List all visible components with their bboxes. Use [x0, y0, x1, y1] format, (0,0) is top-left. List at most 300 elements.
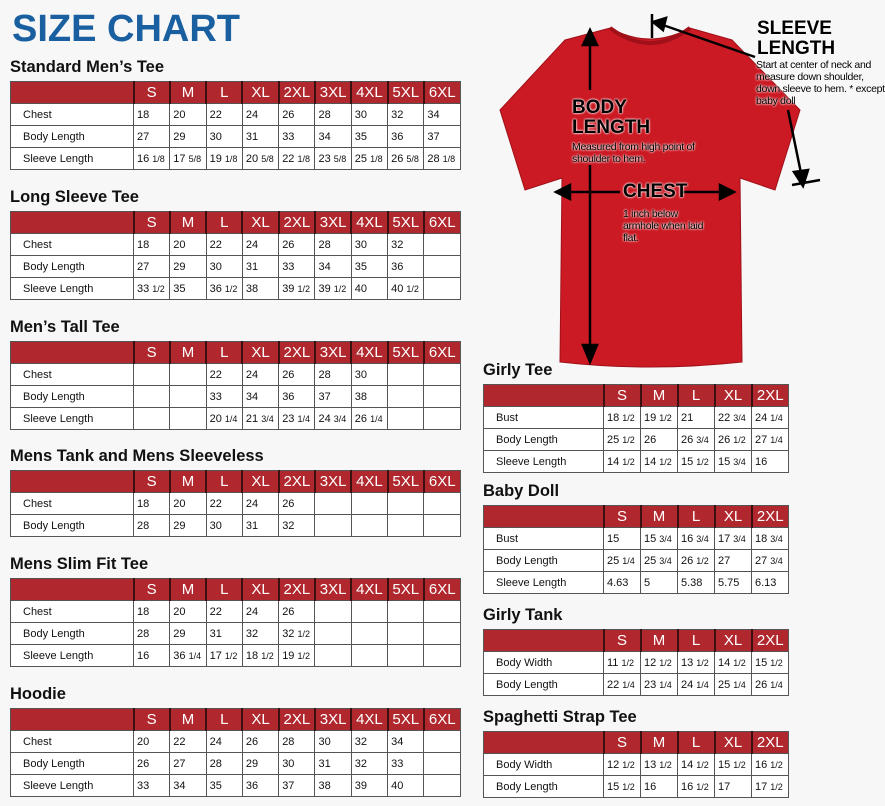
- table-cell: 19 1/2: [641, 407, 678, 429]
- table-row: [484, 674, 789, 696]
- table-cell: [424, 731, 460, 753]
- table-cell: 14 1/2: [678, 754, 715, 776]
- size-header: L: [206, 342, 242, 364]
- fraction: 1/2: [696, 555, 709, 566]
- header-blank: [11, 82, 134, 104]
- table-cell: 26: [279, 104, 315, 126]
- fraction: 1/2: [406, 283, 419, 294]
- table-cell: 30: [351, 234, 387, 256]
- size-header: S: [134, 212, 170, 234]
- table-cell: 24 1/4: [678, 674, 715, 696]
- header-blank: [11, 342, 134, 364]
- table-row: [11, 775, 461, 797]
- table-cell: 5.75: [715, 572, 752, 594]
- table-cell: 12 1/2: [604, 754, 641, 776]
- size-header: 5XL: [388, 709, 424, 731]
- fraction: 1/2: [733, 657, 746, 668]
- fraction: 1/4: [770, 412, 783, 423]
- table-cell: 17 5/8: [170, 148, 206, 170]
- fraction: 1/8: [152, 153, 165, 164]
- size-header: XL: [242, 342, 278, 364]
- table-cell: 25 1/8: [351, 148, 387, 170]
- row-label: Sleeve Length: [11, 408, 134, 430]
- header-row: [11, 579, 461, 601]
- table-cell: 28: [134, 515, 170, 537]
- table-cell: [388, 623, 424, 645]
- table-cell: 19 1/2: [279, 645, 315, 667]
- fraction: 1/8: [297, 153, 310, 164]
- size-header: 3XL: [315, 471, 351, 493]
- table-cell: 22: [206, 234, 242, 256]
- size-header: L: [206, 212, 242, 234]
- table-cell: 26: [279, 234, 315, 256]
- size-table-section: [483, 606, 789, 696]
- header-blank: [484, 506, 604, 528]
- fraction: 1/8: [442, 153, 456, 164]
- header-row: [484, 630, 789, 652]
- table-cell: 18 1/2: [242, 645, 278, 667]
- table-cell: 23 1/4: [641, 674, 678, 696]
- table-cell: 26 3/4: [678, 429, 715, 451]
- table-cell: 13 1/2: [641, 754, 678, 776]
- fraction: 1/4: [659, 679, 672, 690]
- table-cell: 28: [315, 364, 351, 386]
- size-header: 5XL: [388, 342, 424, 364]
- size-header: M: [641, 385, 678, 407]
- header-row: [484, 385, 789, 407]
- table-cell: 36 1/4: [170, 645, 206, 667]
- fraction: 1/2: [770, 781, 783, 792]
- table-cell: 14 1/2: [715, 652, 752, 674]
- size-header: S: [134, 82, 170, 104]
- header-blank: [484, 385, 604, 407]
- table-cell: [424, 515, 460, 537]
- table-cell: 40: [351, 278, 387, 300]
- table-cell: 29: [170, 126, 206, 148]
- table-cell: 22 3/4: [715, 407, 752, 429]
- fraction: 1/4: [696, 679, 709, 690]
- table-cell: 17 1/2: [752, 776, 789, 798]
- fraction: 1/2: [622, 759, 635, 770]
- table-cell: 33: [279, 256, 315, 278]
- table-cell: 25 1/2: [604, 429, 641, 451]
- table-cell: 18: [134, 234, 170, 256]
- table-cell: 36: [388, 126, 424, 148]
- table-cell: [315, 601, 351, 623]
- row-label: Sleeve Length: [484, 451, 604, 473]
- chest-title: CHEST: [623, 181, 688, 202]
- table-cell: 26 1/2: [678, 550, 715, 572]
- size-table: [10, 578, 461, 667]
- size-header: 2XL: [279, 579, 315, 601]
- table-cell: 18: [134, 601, 170, 623]
- table-cell: 34: [388, 731, 424, 753]
- row-label: Bust: [484, 407, 604, 429]
- table-cell: 31: [315, 753, 351, 775]
- size-table-section: [483, 361, 789, 473]
- size-header: S: [604, 506, 641, 528]
- row-label: Chest: [11, 493, 134, 515]
- table-row: [11, 515, 461, 537]
- table-cell: 27: [715, 550, 752, 572]
- table-cell: 4.63: [604, 572, 641, 594]
- size-header: XL: [242, 82, 278, 104]
- table-cell: 20: [170, 104, 206, 126]
- fraction: 1/4: [770, 679, 783, 690]
- table-row: [11, 234, 461, 256]
- table-cell: 23 1/4: [279, 408, 315, 430]
- fraction: 1/2: [770, 657, 783, 668]
- size-header: 2XL: [752, 630, 789, 652]
- table-cell: 24: [242, 493, 278, 515]
- table-cell: [315, 623, 351, 645]
- fraction: 1/2: [696, 657, 709, 668]
- size-header: 2XL: [279, 212, 315, 234]
- fraction: 1/2: [622, 412, 635, 423]
- table-cell: [424, 601, 460, 623]
- row-label: Sleeve Length: [11, 645, 134, 667]
- table-cell: 39: [351, 775, 387, 797]
- fraction: 1/2: [659, 412, 672, 423]
- row-label: Body Length: [484, 429, 604, 451]
- size-header: L: [206, 709, 242, 731]
- table-cell: 34: [315, 126, 351, 148]
- row-label: Chest: [11, 234, 134, 256]
- table-cell: 18 3/4: [752, 528, 789, 550]
- row-label: Sleeve Length: [11, 148, 134, 170]
- table-cell: 35: [206, 775, 242, 797]
- size-header: M: [641, 630, 678, 652]
- table-cell: 23 5/8: [315, 148, 351, 170]
- table-cell: 26 1/2: [715, 429, 752, 451]
- fraction: 5/8: [261, 153, 274, 164]
- table-cell: [170, 408, 206, 430]
- fraction: 1/2: [659, 759, 672, 770]
- size-header: 2XL: [279, 709, 315, 731]
- fraction: 3/4: [261, 413, 274, 424]
- table-cell: 33: [134, 775, 170, 797]
- table-row: [484, 451, 789, 473]
- table-cell: 30: [315, 731, 351, 753]
- table-cell: 34: [170, 775, 206, 797]
- fraction: 1/4: [188, 650, 202, 661]
- fraction: 1/2: [733, 434, 746, 445]
- table-cell: [388, 515, 424, 537]
- fraction: 3/4: [733, 456, 746, 467]
- table-cell: 15 1/2: [752, 652, 789, 674]
- size-header: 4XL: [351, 579, 387, 601]
- row-label: Body Length: [11, 386, 134, 408]
- table-row: [11, 148, 461, 170]
- fraction: 1/8: [370, 153, 383, 164]
- size-header: L: [206, 579, 242, 601]
- table-cell: 30: [206, 256, 242, 278]
- fraction: 1/4: [622, 679, 635, 690]
- fraction: 1/2: [696, 456, 709, 467]
- fraction: 3/4: [733, 533, 746, 544]
- size-header: 2XL: [279, 471, 315, 493]
- size-header: 6XL: [424, 709, 460, 731]
- table-cell: 20 5/8: [242, 148, 278, 170]
- size-header: XL: [715, 732, 752, 754]
- section-title: Long Sleeve Tee: [10, 188, 139, 206]
- table-cell: [170, 364, 206, 386]
- section-title: Girly Tank: [483, 606, 563, 624]
- table-cell: 5.38: [678, 572, 715, 594]
- fraction: 1/4: [622, 555, 635, 566]
- table-cell: 15 1/2: [604, 776, 641, 798]
- table-cell: 21: [678, 407, 715, 429]
- header-row: [484, 506, 789, 528]
- table-row: [11, 278, 461, 300]
- size-header: 6XL: [424, 212, 460, 234]
- table-cell: [424, 256, 460, 278]
- table-cell: 21 3/4: [242, 408, 278, 430]
- table-cell: [351, 623, 387, 645]
- table-cell: [351, 645, 387, 667]
- fraction: 1/2: [224, 283, 238, 294]
- table-cell: 26 5/8: [388, 148, 424, 170]
- size-header: M: [170, 471, 206, 493]
- table-cell: 15 1/2: [715, 754, 752, 776]
- table-cell: [315, 645, 351, 667]
- fraction: 1/2: [696, 781, 709, 792]
- size-header: L: [678, 732, 715, 754]
- fraction: 1/4: [733, 679, 746, 690]
- table-cell: [388, 601, 424, 623]
- size-table: [483, 731, 789, 798]
- table-cell: 40 1/2: [388, 278, 424, 300]
- size-header: M: [170, 212, 206, 234]
- row-label: Body Length: [484, 776, 604, 798]
- table-cell: [388, 493, 424, 515]
- size-header: L: [206, 471, 242, 493]
- table-cell: 38: [315, 775, 351, 797]
- table-row: [484, 652, 789, 674]
- table-cell: [351, 515, 387, 537]
- table-cell: 18 1/2: [604, 407, 641, 429]
- table-cell: 29: [170, 515, 206, 537]
- header-blank: [11, 471, 134, 493]
- table-cell: 17 1/2: [206, 645, 242, 667]
- table-cell: [388, 408, 424, 430]
- size-header: 3XL: [315, 82, 351, 104]
- table-row: [11, 493, 461, 515]
- table-cell: 16 1/8: [134, 148, 170, 170]
- table-cell: 18: [134, 493, 170, 515]
- fraction: 5/8: [188, 153, 202, 164]
- section-title: Men’s Tall Tee: [10, 318, 120, 336]
- table-cell: 33: [206, 386, 242, 408]
- table-cell: 35: [170, 278, 206, 300]
- table-cell: 32: [388, 234, 424, 256]
- table-cell: 20: [134, 731, 170, 753]
- table-cell: 35: [351, 126, 387, 148]
- size-header: XL: [242, 709, 278, 731]
- fraction: 3/4: [659, 555, 672, 566]
- table-cell: [424, 623, 460, 645]
- table-cell: [424, 753, 460, 775]
- size-header: 2XL: [279, 342, 315, 364]
- fraction: 1/2: [333, 283, 347, 294]
- size-header: L: [678, 630, 715, 652]
- table-cell: 30: [351, 104, 387, 126]
- section-title: Baby Doll: [483, 482, 560, 500]
- chest-note: 1 inch below armhole when laid flat.: [623, 208, 704, 245]
- section-title: Mens Tank and Mens Sleeveless: [10, 447, 264, 465]
- fraction: 1/2: [297, 628, 310, 639]
- table-cell: 15 1/2: [678, 451, 715, 473]
- body-length-title-2: LENGTH: [572, 117, 651, 138]
- size-header: XL: [715, 385, 752, 407]
- table-cell: 22: [170, 731, 206, 753]
- table-cell: 32: [242, 623, 278, 645]
- table-cell: 25 1/4: [715, 674, 752, 696]
- table-cell: 36 1/2: [206, 278, 242, 300]
- table-cell: 26 1/4: [752, 674, 789, 696]
- table-cell: 29: [170, 623, 206, 645]
- fraction: 1/2: [770, 759, 783, 770]
- size-table: [10, 341, 461, 430]
- table-row: [484, 754, 789, 776]
- table-cell: 25 3/4: [641, 550, 678, 572]
- size-header: 6XL: [424, 579, 460, 601]
- size-table: [10, 211, 461, 300]
- table-cell: 27: [134, 126, 170, 148]
- size-header: 3XL: [315, 342, 351, 364]
- table-row: [484, 429, 789, 451]
- table-row: [11, 408, 461, 430]
- size-header: S: [134, 342, 170, 364]
- header-row: [11, 709, 461, 731]
- fraction: 5/8: [333, 153, 347, 164]
- header-blank: [484, 732, 604, 754]
- table-row: [11, 731, 461, 753]
- size-header: XL: [242, 471, 278, 493]
- table-row: [11, 126, 461, 148]
- table-cell: 27 1/4: [752, 429, 789, 451]
- fraction: 1/2: [696, 759, 709, 770]
- table-cell: 12 1/2: [641, 652, 678, 674]
- row-label: Sleeve Length: [484, 572, 604, 594]
- table-cell: 15 3/4: [715, 451, 752, 473]
- fraction: 1/4: [770, 434, 783, 445]
- size-header: XL: [242, 579, 278, 601]
- tshirt-diagram: [470, 0, 885, 375]
- table-cell: 20: [170, 234, 206, 256]
- table-cell: 30: [206, 515, 242, 537]
- size-table: [483, 384, 789, 473]
- size-table-section: [483, 708, 789, 798]
- table-cell: 24 3/4: [315, 408, 351, 430]
- table-cell: 26 1/4: [351, 408, 387, 430]
- size-header: 5XL: [388, 471, 424, 493]
- table-row: [484, 407, 789, 429]
- size-header: S: [604, 385, 641, 407]
- fraction: 1/2: [622, 456, 635, 467]
- table-cell: 31: [242, 256, 278, 278]
- size-header: 4XL: [351, 212, 387, 234]
- table-cell: [170, 386, 206, 408]
- size-table-section: [10, 555, 461, 667]
- fraction: 3/4: [696, 434, 709, 445]
- header-row: [11, 342, 461, 364]
- size-table: [483, 505, 789, 594]
- table-cell: 16: [752, 451, 789, 473]
- table-cell: 5: [641, 572, 678, 594]
- table-cell: [424, 386, 460, 408]
- table-cell: 19 1/8: [206, 148, 242, 170]
- table-cell: 28: [279, 731, 315, 753]
- table-cell: 33 1/2: [134, 278, 170, 300]
- fraction: 1/2: [297, 283, 310, 294]
- size-header: S: [604, 630, 641, 652]
- row-label: Body Length: [11, 515, 134, 537]
- table-cell: 35: [351, 256, 387, 278]
- row-label: Chest: [11, 364, 134, 386]
- fraction: 1/2: [622, 781, 635, 792]
- table-cell: 32: [351, 731, 387, 753]
- table-cell: 14 1/2: [641, 451, 678, 473]
- table-cell: 36: [279, 386, 315, 408]
- size-header: L: [206, 82, 242, 104]
- row-label: Chest: [11, 731, 134, 753]
- section-title: Mens Slim Fit Tee: [10, 555, 149, 573]
- table-cell: 26: [242, 731, 278, 753]
- size-header: 5XL: [388, 82, 424, 104]
- table-cell: 20 1/4: [206, 408, 242, 430]
- table-cell: [424, 775, 460, 797]
- table-cell: 30: [206, 126, 242, 148]
- table-cell: 22: [206, 601, 242, 623]
- table-cell: 18: [134, 104, 170, 126]
- table-cell: 28: [206, 753, 242, 775]
- table-cell: [134, 386, 170, 408]
- table-cell: [388, 645, 424, 667]
- size-table-section: [10, 318, 461, 430]
- header-row: [11, 471, 461, 493]
- size-header: XL: [715, 630, 752, 652]
- table-cell: 26: [279, 493, 315, 515]
- table-row: [11, 645, 461, 667]
- size-header: 4XL: [351, 342, 387, 364]
- table-cell: 26: [279, 364, 315, 386]
- row-label: Body Length: [11, 753, 134, 775]
- size-header: 4XL: [351, 471, 387, 493]
- table-cell: [424, 493, 460, 515]
- table-cell: 15 3/4: [641, 528, 678, 550]
- size-table-section: [483, 482, 789, 594]
- body-length-note: Measured from high point of shoulder to hem.: [572, 141, 695, 166]
- table-cell: 22: [206, 104, 242, 126]
- table-cell: [388, 386, 424, 408]
- header-blank: [11, 212, 134, 234]
- header-row: [11, 212, 461, 234]
- table-cell: 31: [242, 515, 278, 537]
- section-title: Standard Men’s Tee: [10, 58, 165, 76]
- row-label: Body Width: [484, 754, 604, 776]
- size-table-section: [10, 58, 461, 170]
- table-cell: 37: [315, 386, 351, 408]
- fraction: 1/8: [224, 153, 238, 164]
- size-header: M: [170, 342, 206, 364]
- table-cell: 37: [279, 775, 315, 797]
- table-cell: 17: [715, 776, 752, 798]
- table-cell: 29: [242, 753, 278, 775]
- table-cell: 38: [351, 386, 387, 408]
- table-row: [11, 753, 461, 775]
- size-table: [10, 81, 461, 170]
